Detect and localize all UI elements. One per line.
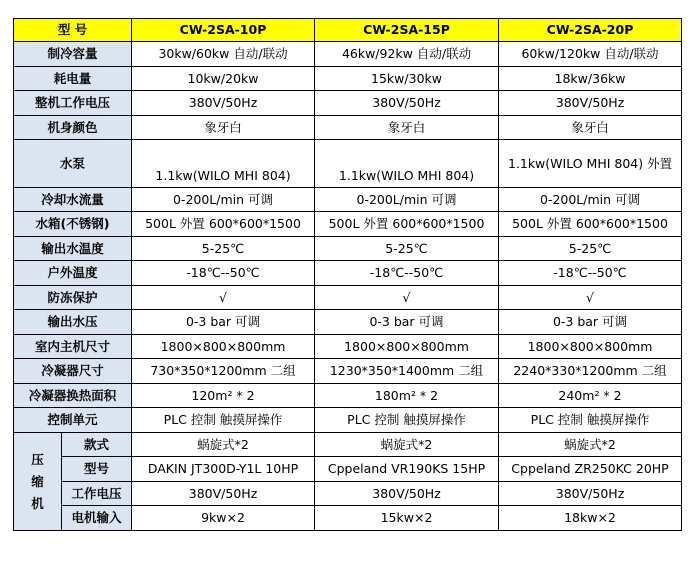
cell-value: 380V/50Hz (315, 482, 499, 506)
cell-value: 蜗旋式*2 (132, 433, 315, 457)
row-label: 输出水温度 (14, 237, 132, 261)
spec-row (14, 261, 682, 286)
cell-value: 1.1kw(WILO MHI 804) (315, 140, 499, 188)
spec-table (13, 18, 682, 531)
compressor-char: 机 (31, 495, 44, 511)
cell-value: Cppeland VR190KS 15HP (315, 457, 499, 482)
spec-row (14, 408, 682, 433)
cell-value: 象牙白 (132, 116, 315, 140)
compressor-row (14, 482, 682, 506)
cell-value: 0-200L/min 可调 (499, 188, 682, 212)
compressor-row (14, 433, 682, 457)
cell-value: 500L 外置 600*600*1500 (499, 212, 682, 237)
cell-value: 2240*330*1200mm 二组 (499, 359, 682, 384)
cell-value: 180m² * 2 (315, 384, 499, 408)
row-label: 机身颜色 (14, 116, 132, 140)
cell-value: 18kw/36kw (499, 67, 682, 91)
compressor-row (14, 457, 682, 482)
cell-value: 1.1kw(WILO MHI 804) (132, 140, 315, 188)
cell-value: -18℃--50℃ (132, 261, 315, 286)
cell-value: 46kw/92kw 自动/联动 (315, 42, 499, 67)
row-label: 室内主机尺寸 (14, 335, 132, 359)
cell-value: 500L 外置 600*600*1500 (132, 212, 315, 237)
cell-value: 9kw×2 (132, 506, 315, 531)
compressor-group-label (14, 433, 62, 531)
spec-row (14, 384, 682, 408)
cell-value: PLC 控制 触摸屏操作 (315, 408, 499, 433)
cell-value: 象牙白 (315, 116, 499, 140)
cell-value: 0-3 bar 可调 (315, 310, 499, 335)
cell-value: DAKIN JT300D-Y1L 10HP (132, 457, 315, 482)
cell-value: 240m² * 2 (499, 384, 682, 408)
spec-row (14, 91, 682, 116)
spec-row (14, 67, 682, 91)
cell-value: 380V/50Hz (499, 91, 682, 116)
cell-value: 500L 外置 600*600*1500 (315, 212, 499, 237)
cell-value: 30kw/60kw 自动/联动 (132, 42, 315, 67)
spec-row (14, 359, 682, 384)
model-header: CW-2SA-20P (499, 19, 682, 42)
row-label: 水泵 (14, 140, 132, 188)
cell-value: 18kw×2 (499, 506, 682, 531)
cell-value: 730*350*1200mm 二组 (132, 359, 315, 384)
cell-value: 1800×800×800mm (132, 335, 315, 359)
spec-row (14, 310, 682, 335)
spec-row (14, 237, 682, 261)
row-label: 冷却水流量 (14, 188, 132, 212)
compressor-char: 压 (31, 451, 44, 467)
cell-value: PLC 控制 触摸屏操作 (499, 408, 682, 433)
cell-value: 120m² * 2 (132, 384, 315, 408)
cell-value: -18℃--50℃ (499, 261, 682, 286)
compressor-char: 缩 (31, 473, 44, 489)
cell-value: 10kw/20kw (132, 67, 315, 91)
cell-value: 60kw/120kw 自动/联动 (499, 42, 682, 67)
cell-value: Cppeland ZR250KC 20HP (499, 457, 682, 482)
cell-value: 1.1kw(WILO MHI 804) 外置 (499, 140, 682, 188)
row-label: 输出水压 (14, 310, 132, 335)
cell-value: 1800×800×800mm (315, 335, 499, 359)
row-label: 户外温度 (14, 261, 132, 286)
cell-value: 380V/50Hz (499, 482, 682, 506)
cell-value: 5-25℃ (499, 237, 682, 261)
cell-value: 1230*350*1400mm 二组 (315, 359, 499, 384)
cell-value: 0-200L/min 可调 (132, 188, 315, 212)
cell-value: 蜗旋式*2 (315, 433, 499, 457)
spec-row (14, 212, 682, 237)
check-mark: √ (499, 286, 682, 310)
spec-row (14, 42, 682, 67)
row-label: 冷凝器换热面积 (14, 384, 132, 408)
cell-value: 蜗旋式*2 (499, 433, 682, 457)
row-label: 防冻保护 (14, 286, 132, 310)
cell-value: 0-3 bar 可调 (132, 310, 315, 335)
row-label: 冷凝器尺寸 (14, 359, 132, 384)
compressor-row (14, 506, 682, 531)
row-label: 电机输入 (62, 506, 132, 531)
spec-table-body (14, 19, 682, 531)
cell-value: 380V/50Hz (132, 91, 315, 116)
cell-value: PLC 控制 触摸屏操作 (132, 408, 315, 433)
check-mark: √ (132, 286, 315, 310)
header-row (14, 19, 682, 42)
row-label: 型号 (62, 457, 132, 482)
cell-value: 5-25℃ (132, 237, 315, 261)
spec-row (14, 188, 682, 212)
cell-value: -18℃--50℃ (315, 261, 499, 286)
spec-row (14, 335, 682, 359)
cell-value: 0-200L/min 可调 (315, 188, 499, 212)
row-label: 控制单元 (14, 408, 132, 433)
cell-value: 象牙白 (499, 116, 682, 140)
model-header: CW-2SA-10P (132, 19, 315, 42)
row-label: 制冷容量 (14, 42, 132, 67)
cell-value: 1800×800×800mm (499, 335, 682, 359)
cell-value: 5-25℃ (315, 237, 499, 261)
cell-value: 15kw/30kw (315, 67, 499, 91)
row-label: 工作电压 (62, 482, 132, 506)
model-header: CW-2SA-15P (315, 19, 499, 42)
spec-row (14, 116, 682, 140)
cell-value: 380V/50Hz (315, 91, 499, 116)
cell-value: 15kw×2 (315, 506, 499, 531)
cell-value: 0-3 bar 可调 (499, 310, 682, 335)
spec-row (14, 286, 682, 310)
row-label: 耗电量 (14, 67, 132, 91)
check-mark: √ (315, 286, 499, 310)
spec-row-pump (14, 140, 682, 188)
cell-value: 380V/50Hz (132, 482, 315, 506)
header-label: 型 号 (14, 19, 132, 42)
row-label: 水箱(不锈钢) (14, 212, 132, 237)
row-label: 整机工作电压 (14, 91, 132, 116)
row-label: 款式 (62, 433, 132, 457)
